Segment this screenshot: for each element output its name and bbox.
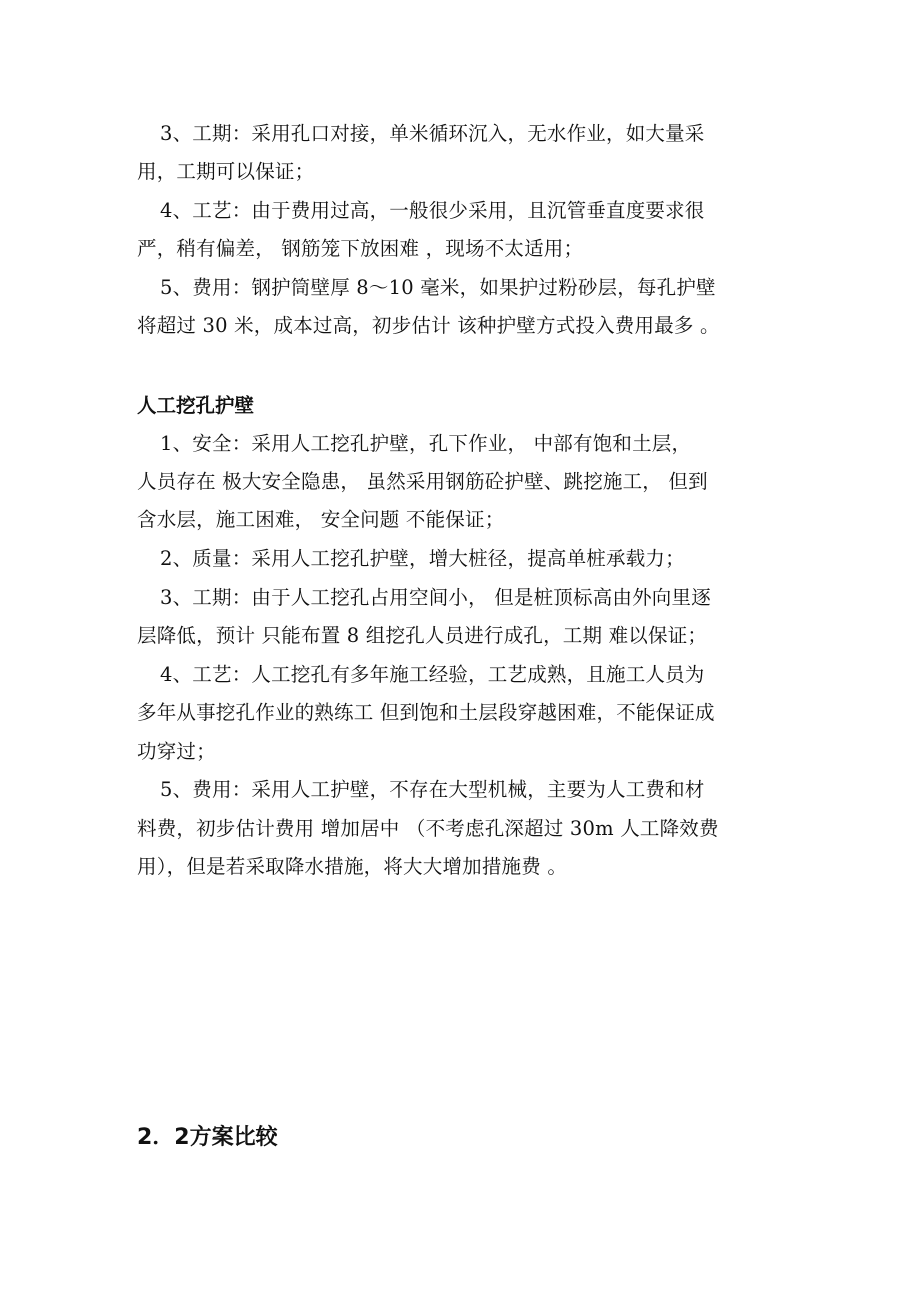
paragraph-line: 含水层，施工困难， 安全问题 不能保证； [137, 508, 505, 531]
paragraph-line: 用），但是若采取降水措施，将大大增加措施费 。 [137, 855, 568, 878]
paragraph-line: 严，稍有偏差， 钢筋笼下放困难 ，现场不太适用； [137, 237, 584, 260]
paragraph-line: 层降低，预计 只能布置 8 组挖孔人员进行成孔，工期 难以保证； [137, 624, 708, 647]
paragraph-line: 4、工艺：由于费用过高，一般很少采用，且沉管垂直度要求很 [160, 199, 705, 222]
paragraph-line: 3、工期：采用孔口对接，单米循环沉入，无水作业，如大量采 [160, 122, 705, 145]
paragraph-line: 用，工期可以保证； [137, 160, 315, 183]
paragraph-line: 多年从事挖孔作业的熟练工 但到饱和土层段穿越困难，不能保证成 [137, 701, 715, 724]
paragraph-line: 料费，初步估计费用 增加居中 （不考虑孔深超过 30m 人工降效费 [137, 817, 719, 840]
paragraph-line: 人员存在 极大安全隐患， 虽然采用钢筋砼护壁、跳挖施工， 但到 [137, 470, 708, 493]
paragraph-line: 4、工艺：人工挖孔有多年施工经验，工艺成熟，且施工人员为 [160, 663, 705, 686]
paragraph-line: 5、费用：钢护筒壁厚 8～10 毫米，如果护过粉砂层，每孔护壁 [160, 276, 716, 299]
paragraph-line: 功穿过； [137, 740, 216, 763]
section-title: 2．2方案比较 [137, 1125, 278, 1150]
subsection-heading: 人工挖孔护壁 [137, 394, 255, 417]
paragraph-line: 2、质量：采用人工挖孔护壁，增大桩径，提高单桩承载力； [160, 547, 685, 570]
paragraph-line: 将超过 30 米，成本过高，初步估计 该种护壁方式投入费用最多 。 [137, 314, 720, 337]
paragraph-line: 5、费用：采用人工护壁，不存在大型机械，主要为人工费和材 [160, 778, 705, 801]
paragraph-line: 3、工期：由于人工挖孔占用空间小， 但是桩顶标高由外向里逐 [160, 586, 711, 609]
paragraph-line: 1、安全：采用人工挖孔护壁，孔下作业， 中部有饱和土层， [160, 432, 692, 455]
